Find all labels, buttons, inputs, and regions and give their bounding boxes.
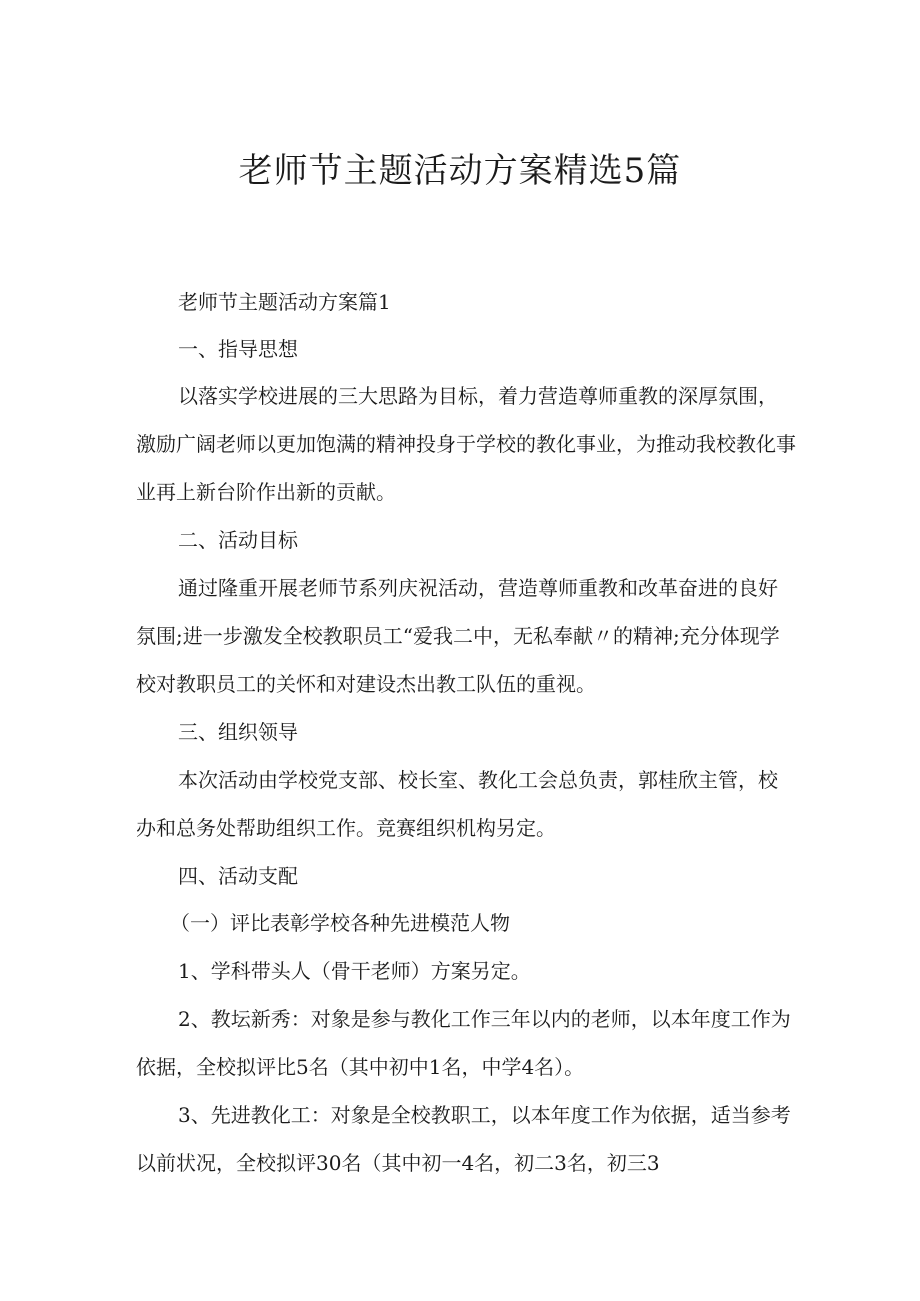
paragraph-line: 依据，全校拟评比5名（其中初中1名，中学4名）。	[136, 1055, 585, 1079]
paragraph-guiding-ideology	[136, 372, 796, 516]
paragraph-line: 校对教职员工的关怀和对建设杰出教工队伍的重视。	[136, 672, 596, 696]
paragraph-organization	[136, 756, 792, 852]
subheading-awards: （一）评比表彰学校各种先进模范人物	[170, 911, 510, 935]
heading-organization: 三、组织领导	[178, 720, 298, 744]
paragraph-line: 本次活动由学校党支部、校长室、教化工会总负责，郭桂欣主管，校	[178, 768, 778, 792]
paragraph-line: 以前状况，全校拟评30名（其中初一4名，初二3名，初三3	[136, 1151, 660, 1175]
paragraph-activity-goals	[136, 564, 792, 708]
heading-guiding-ideology: 一、指导思想	[178, 337, 298, 361]
paragraph-line: 2、教坛新秀：对象是参与教化工作三年以内的老师，以本年度工作为	[178, 1007, 791, 1031]
paragraph-line: 业再上新台阶作出新的贡献。	[136, 480, 396, 504]
document-title: 老师节主题活动方案精选5篇	[238, 151, 682, 191]
list-item-3	[136, 1091, 792, 1187]
list-item-1: 1、学科带头人（骨干老师）方案另定。	[178, 959, 531, 983]
paragraph-line: 以落实学校进展的三大思路为目标，着力营造尊师重教的深厚氛围，	[178, 384, 778, 408]
paragraph-line: 激励广阔老师以更加饱满的精神投身于学校的教化事业，为推动我校教化事	[136, 432, 796, 456]
paragraph-line: 氛围;进一步激发全校教职员工“爱我二中，无私奉献〃的精神;充分体现学	[136, 624, 780, 648]
heading-activity-goals: 二、活动目标	[178, 528, 298, 552]
list-item-2	[136, 995, 792, 1091]
paragraph-line: 通过隆重开展老师节系列庆祝活动，营造尊师重教和改革奋进的良好	[178, 576, 778, 600]
section-heading: 老师节主题活动方案篇1	[178, 290, 391, 314]
heading-activity-arrangement: 四、活动支配	[178, 864, 298, 888]
paragraph-line: 3、先进教化工：对象是全校教职工，以本年度工作为依据，适当参考	[178, 1103, 791, 1127]
paragraph-line: 办和总务处帮助组织工作。竞赛组织机构另定。	[136, 816, 556, 840]
